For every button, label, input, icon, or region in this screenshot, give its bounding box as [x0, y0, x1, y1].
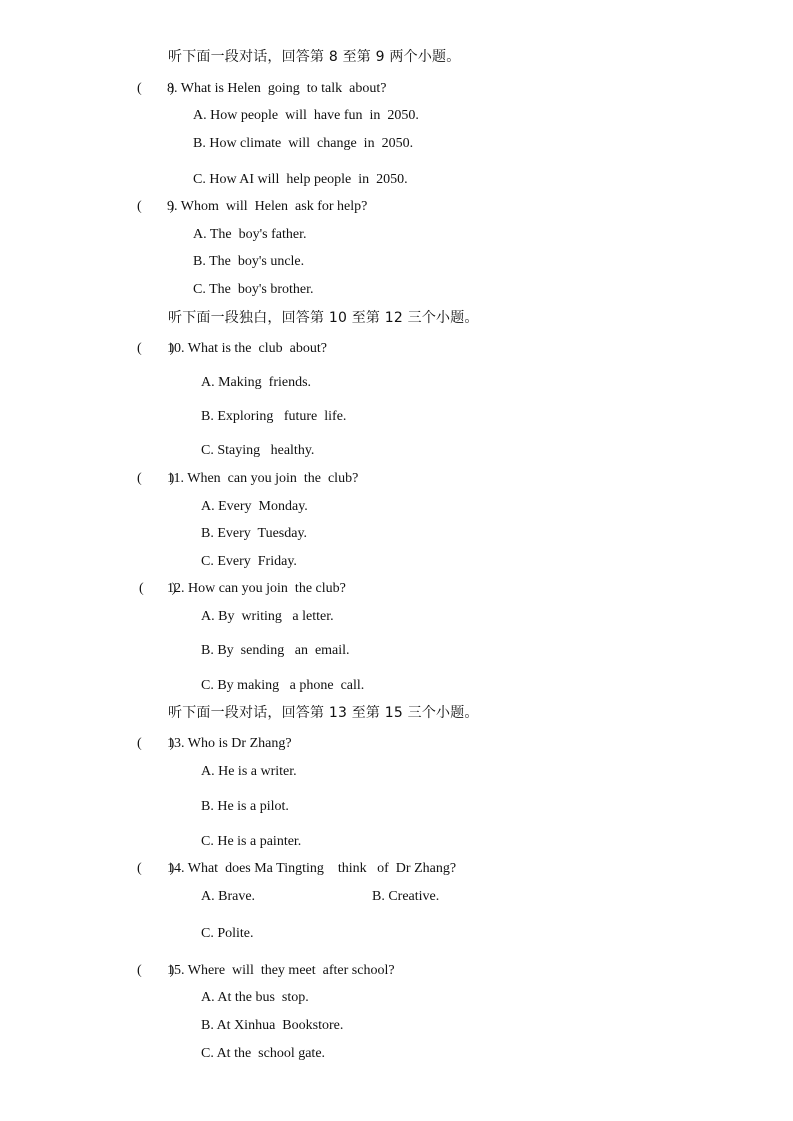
question-stem: 9. Whom will Helen ask for help? — [167, 199, 368, 214]
answer-blank[interactable]: ( ) — [137, 341, 175, 356]
option: B. How climate will change in 2050. — [193, 136, 414, 151]
option: B. He is a pilot. — [201, 799, 289, 814]
answer-blank[interactable]: ( ) — [137, 471, 175, 486]
option: A. How people will have fun in 2050. — [193, 108, 419, 123]
option: A. Brave. — [201, 889, 256, 904]
option: C. He is a painter. — [201, 834, 302, 849]
option: B. By sending an email. — [201, 643, 350, 658]
answer-blank[interactable]: ( ) — [139, 581, 177, 596]
option: B. Every Tuesday. — [201, 526, 308, 541]
section-heading: 听下面一段独白，回答第 10 至第 12 三个小题。 — [168, 310, 479, 326]
option: C. The boy's brother. — [193, 282, 314, 297]
option: C. Staying healthy. — [201, 443, 315, 458]
option: A. At the bus stop. — [201, 990, 309, 1005]
answer-blank[interactable]: ( ) — [137, 199, 175, 214]
question-stem: 8. What is Helen going to talk about? — [167, 81, 387, 96]
option: A. The boy's father. — [193, 227, 307, 242]
option: A. Making friends. — [201, 375, 312, 390]
option: C. By making a phone call. — [201, 678, 365, 693]
question-stem: 14. What does Ma Tingting think of Dr Zhang? — [167, 861, 457, 876]
option: C. Polite. — [201, 926, 254, 941]
option: C. Every Friday. — [201, 554, 297, 569]
option: B. At Xinhua Bookstore. — [201, 1018, 344, 1033]
question-stem: 15. Where will they meet after school? — [167, 963, 395, 978]
option: B. Creative. — [372, 889, 440, 904]
answer-blank[interactable]: ( ) — [137, 861, 175, 876]
option: C. At the school gate. — [201, 1046, 326, 1061]
option: B. Exploring future life. — [201, 409, 347, 424]
section-heading: 听下面一段对话，回答第 8 至第 9 两个小题。 — [168, 49, 461, 65]
answer-blank[interactable]: ( ) — [137, 736, 175, 751]
section-heading: 听下面一段对话，回答第 13 至第 15 三个小题。 — [168, 705, 479, 721]
answer-blank[interactable]: ( ) — [137, 81, 175, 96]
question-stem: 11. When can you join the club? — [167, 471, 359, 486]
option: A. By writing a letter. — [201, 609, 334, 624]
option: A. He is a writer. — [201, 764, 297, 779]
question-stem: 10. What is the club about? — [167, 341, 327, 356]
question-stem: 12. How can you join the club? — [167, 581, 346, 596]
option: C. How AI will help people in 2050. — [193, 172, 408, 187]
question-stem: 13. Who is Dr Zhang? — [167, 736, 292, 751]
option: A. Every Monday. — [201, 499, 308, 514]
answer-blank[interactable]: ( ) — [137, 963, 175, 978]
option: B. The boy's uncle. — [193, 254, 305, 269]
